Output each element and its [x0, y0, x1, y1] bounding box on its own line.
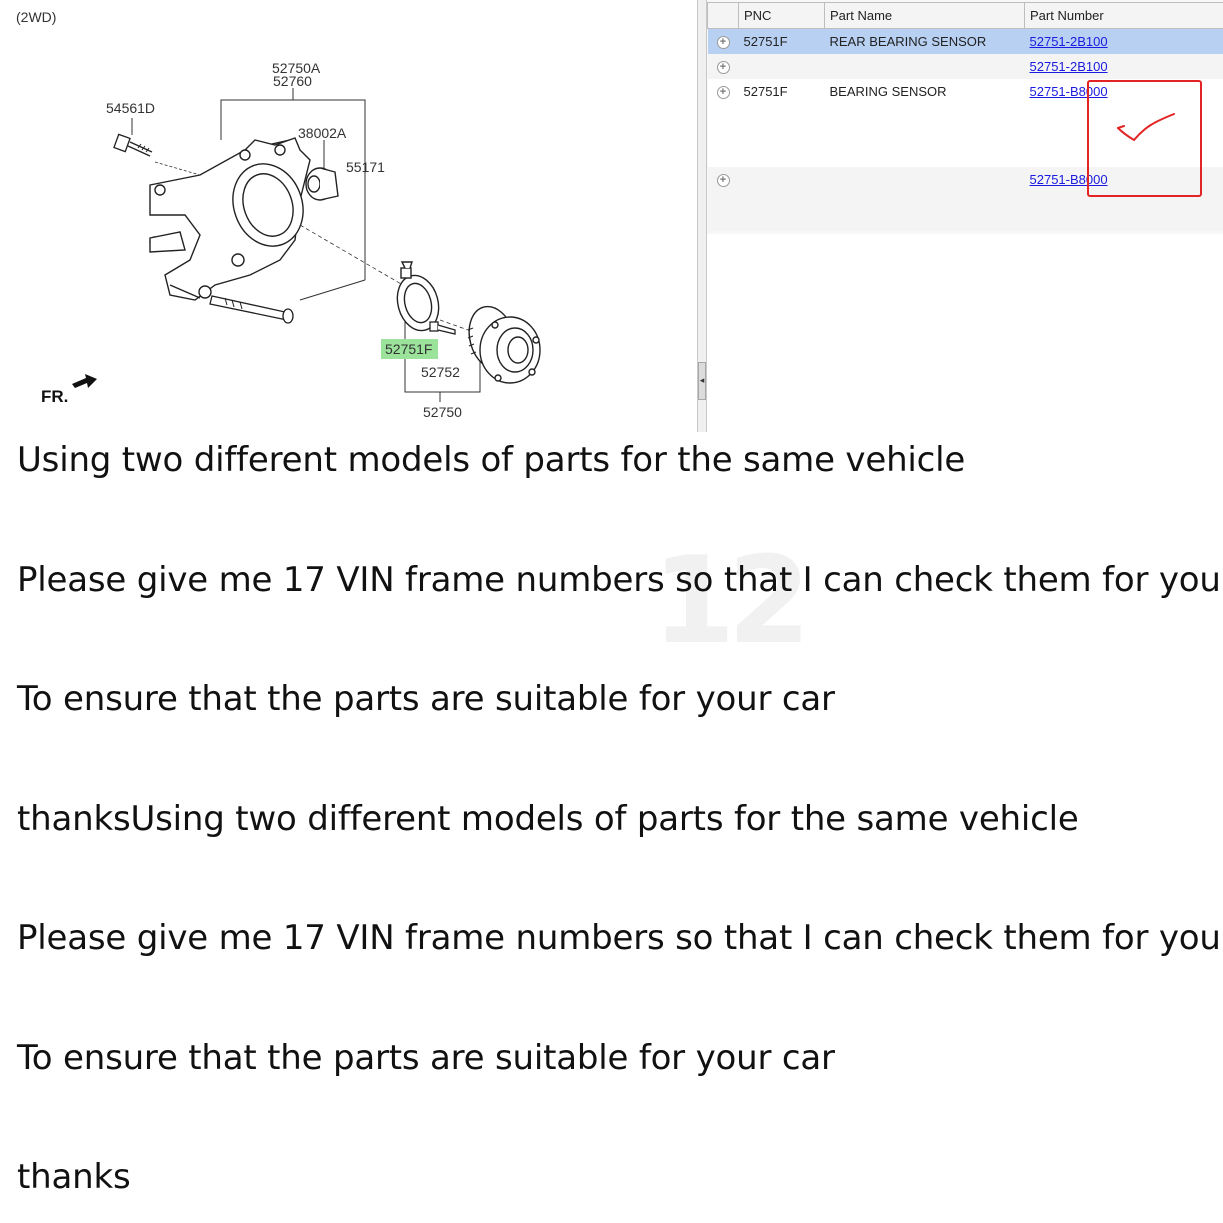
- part-number-link[interactable]: 52751-2B100: [1029, 34, 1108, 49]
- pnc-cell: [739, 167, 825, 231]
- front-arrow-icon: [72, 374, 97, 388]
- part-name-cell: [825, 54, 1025, 79]
- header-part-name[interactable]: Part Name: [825, 3, 1025, 29]
- expand-icon[interactable]: [717, 61, 730, 74]
- message-line: To ensure that the parts are suitable for your car: [17, 679, 835, 719]
- callout-52751f[interactable]: 52751F: [385, 341, 433, 357]
- part-name-cell: REAR BEARING SENSOR: [825, 29, 1025, 55]
- callout-38002a: 38002A: [298, 125, 347, 141]
- callout-52760: 52760: [273, 73, 312, 89]
- message-line: thanksUsing two different models of parts for the same vehicle: [17, 799, 1079, 839]
- message-line: Using two different models of parts for the same vehicle: [17, 440, 966, 480]
- pnc-cell: [739, 54, 825, 79]
- table-row[interactable]: [708, 54, 1223, 79]
- header-pnc[interactable]: PNC: [739, 3, 825, 29]
- table-row[interactable]: [708, 29, 1223, 55]
- expand-icon[interactable]: [717, 86, 730, 99]
- callout-52750: 52750: [423, 404, 462, 420]
- watermark: 12: [652, 532, 803, 671]
- parts-list-panel: [707, 0, 1223, 432]
- exploded-view-drawing: [0, 0, 697, 432]
- checkmark-icon: [1110, 108, 1180, 148]
- message-line: To ensure that the parts are suitable for your car: [17, 1038, 835, 1078]
- callout-55171: 55171: [346, 159, 385, 175]
- callout-52752: 52752: [421, 364, 460, 380]
- message-line: Please give me 17 VIN frame numbers so that I can check them for you: [17, 560, 1221, 600]
- variant-label: (2WD): [16, 9, 57, 25]
- table-header-row: [708, 3, 1223, 29]
- pnc-cell: 52751F: [739, 79, 825, 167]
- part-number-link[interactable]: 52751-B8000: [1029, 84, 1108, 99]
- front-direction-label: FR.: [41, 387, 69, 406]
- parts-diagram: [0, 0, 697, 432]
- callout-54561d: 54561D: [106, 100, 156, 116]
- pnc-cell: 52751F: [739, 29, 825, 55]
- collapse-arrow-icon[interactable]: ◂: [698, 362, 706, 400]
- message-line: Please give me 17 VIN frame numbers so that I can check them for you: [17, 918, 1221, 958]
- part-number-link[interactable]: 52751-B8000: [1029, 172, 1108, 187]
- expand-icon[interactable]: [717, 174, 730, 187]
- part-number-link[interactable]: 52751-2B100: [1029, 59, 1108, 74]
- part-name-cell: BEARING SENSOR: [825, 79, 1025, 167]
- header-icon-col: [708, 3, 739, 29]
- part-name-cell: [825, 167, 1025, 231]
- callout-52750a: 52750A: [272, 60, 321, 76]
- header-part-number[interactable]: Part Number: [1025, 3, 1223, 29]
- message-line: thanks: [17, 1157, 131, 1197]
- expand-icon[interactable]: [717, 36, 730, 49]
- panel-splitter[interactable]: [697, 0, 707, 432]
